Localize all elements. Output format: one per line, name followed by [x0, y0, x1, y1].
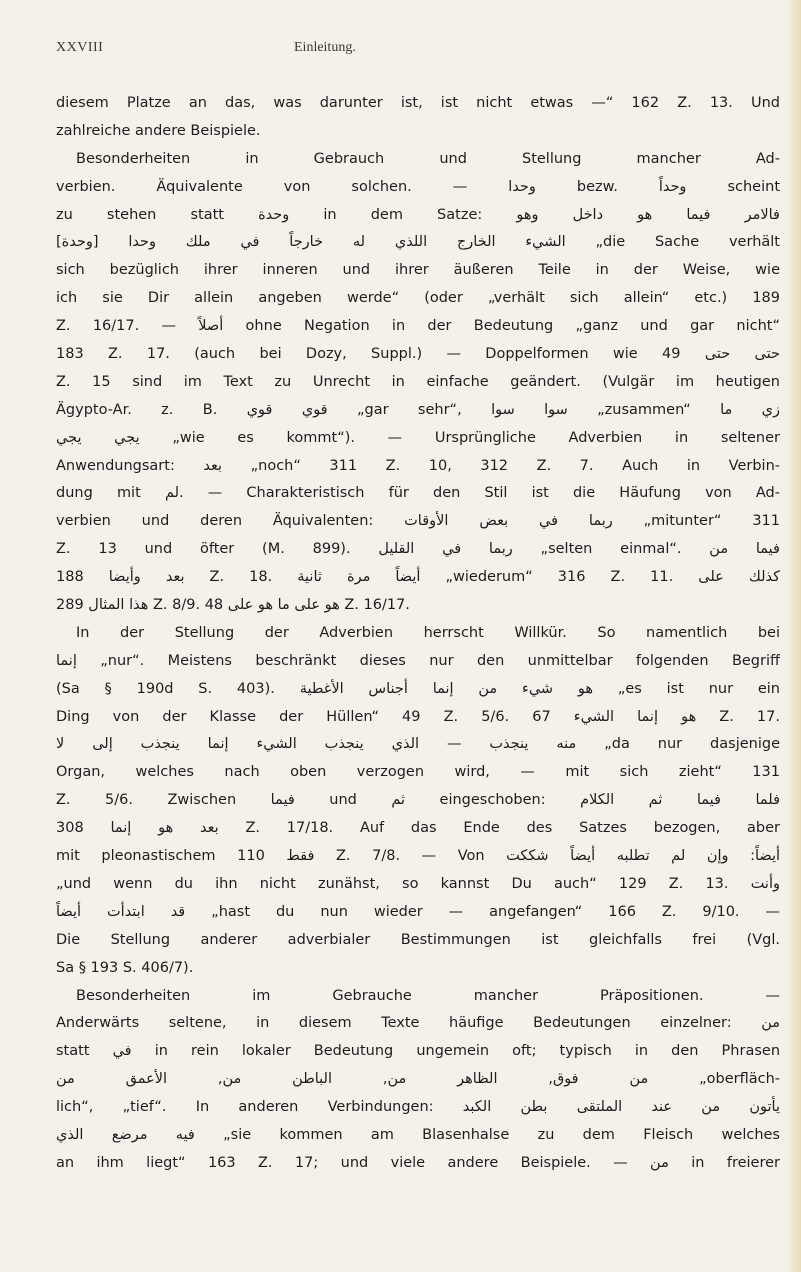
- text-line: diesem Platze an das, was darunter ist, ist nicht etwas —“ 162 Z. 13. Und: [56, 95, 780, 111]
- text-line: Z. 13 und öfter (M. 899). ربما في القليل „selten einmal“. فيما من: [56, 541, 780, 558]
- text-line: statt في in rein lokaler Bedeutung ungemein oft; typisch in den Phrasen: [56, 1043, 780, 1060]
- text-line: „und wenn du ihn nicht zunähst, so kannst Du auch“ 129 Z. 13. وأنت: [56, 875, 780, 892]
- text-line: Ding von der Klasse der Hüllen“ 49 Z. 5/6. هو إنما الشيء 67 Z. 17.: [56, 708, 780, 725]
- text-line: an ihm liegt“ 163 Z. 17; und viele andere Beispiele. — من in freierer: [56, 1154, 780, 1171]
- text-line: dung mit لم. — Charakteristisch für den Stil ist die Häufung von Ad-: [56, 485, 780, 502]
- page-body-text: [56, 90, 780, 1178]
- text-line: 183 Z. 17. (auch bei Dozy, Suppl.) — Doppelformen wie حتى حتى 49: [56, 346, 780, 363]
- text-line: Sa § 193 S. 406/7).: [56, 959, 194, 976]
- page-edge-shadow: [787, 0, 801, 1272]
- text-line: Ägypto-Ar. z. B. قوي قوي „gar sehr“, سوا سوا „zusammen“ زي ما: [56, 401, 780, 418]
- text-line: In der Stellung der Adverbien herrscht Willkür. So namentlich bei: [76, 624, 780, 641]
- text-line: Die Stellung anderer adverbialer Bestimmungen ist gleichfalls frei (Vgl.: [56, 931, 780, 948]
- text-line: قد ابتدأت أيضاً „hast du nun wieder — angefangen“ 166 Z. 9/10. —: [56, 903, 780, 920]
- text-line: Z. 5/6. Zwischen فيما und ثم eingeschoben: فلما فيما ثم الكلام: [56, 792, 780, 809]
- text-line: (Sa § 190d S. 403). هو شيء من إنما أجناس الأغطية „es ist nur ein: [56, 680, 780, 697]
- text-line: Organ, welches nach oben verzogen wird, — mit sich zieht“ 131: [56, 764, 780, 781]
- text-line: Z. 16/17. — أصلاً ohne Negation in der Bedeutung „ganz und gar nicht“: [56, 318, 780, 335]
- text-line: [وحدة] الشيء الخارج اللذي له خارجاً في ملك وحدا „die Sache verhält: [56, 234, 780, 251]
- text-line: zu stehen statt وحدة in dem Satze: فالامر فيما هو داخل وهو: [56, 206, 780, 223]
- running-title: Einleitung.: [294, 40, 356, 55]
- text-line: Besonderheiten im Gebrauche mancher Präpositionen. —: [76, 987, 780, 1004]
- text-line: verbien und deren Äquivalenten: ربما في بعض الأوقات „mitunter“ 311: [56, 513, 780, 530]
- page-number: XXVIII: [56, 40, 104, 55]
- text-line: بعد هو إنما 308 Z. 17/18. Auf das Ende des Satzes bezogen, aber: [56, 820, 780, 837]
- text-line: lich“, „tief“. In anderen Verbindungen: يأتون من عند الملتقى بطن الكبد: [56, 1099, 780, 1116]
- text-line: Z. 15 sind im Text zu Unrecht in einfache geändert. (Vulgär im heutigen: [56, 373, 780, 390]
- text-line: إنما „nur“. Meistens beschränkt dieses nur den unmittelbar folgenden Begriff: [56, 652, 780, 669]
- text-line: mit pleonastischem فقط 110 Z. 7/8. — Von أيضاً: وإن لم تطلبه أيضاً شككت: [56, 848, 780, 865]
- text-line: Besonderheiten in Gebrauch und Stellung mancher Ad-: [76, 150, 780, 167]
- text-line: يجي يجي „wie es kommt“). — Ursprüngliche Adverbien in seltener: [56, 429, 780, 446]
- text-line: بعد وأيضا 188 Z. 18. أيضاً مرة ثانية „wiederum“ 316 Z. 11. كذلك على: [56, 569, 780, 586]
- running-header: [56, 40, 761, 62]
- text-line: ich sie Dir allein angeben werde“ (oder „verhält sich allein“ etc.) 189: [56, 290, 780, 307]
- text-line: هذا المثال 289 Z. 8/9. هو على ما هو على 48 Z. 16/17.: [56, 597, 410, 614]
- text-line: verbien. Äquivalente von solchen. — وحدا bezw. وحداً scheint: [56, 178, 780, 195]
- text-line: Anwendungsart: بعد „noch“ 311 Z. 10, 312 Z. 7. Auch in Verbin-: [56, 457, 780, 474]
- text-line: من فوق, الظاهر من, الباطن من, الأعمق من „oberfläch-: [56, 1071, 780, 1088]
- text-line: sich bezüglich ihrer inneren und ihrer äußeren Teile in der Weise, wie: [56, 262, 780, 279]
- text-line: Anderwärts seltene, in diesem Texte häufige Bedeutungen einzelner: من: [56, 1015, 780, 1032]
- text-line: منه ينجذب — الذي ينجذب الشيء إنما ينجذب إلى لا „da nur dasjenige: [56, 736, 780, 753]
- text-line: فيه مرضع الذي „sie kommen am Blasenhalse zu dem Fleisch welches: [56, 1126, 780, 1143]
- text-line: zahlreiche andere Beispiele.: [56, 122, 261, 139]
